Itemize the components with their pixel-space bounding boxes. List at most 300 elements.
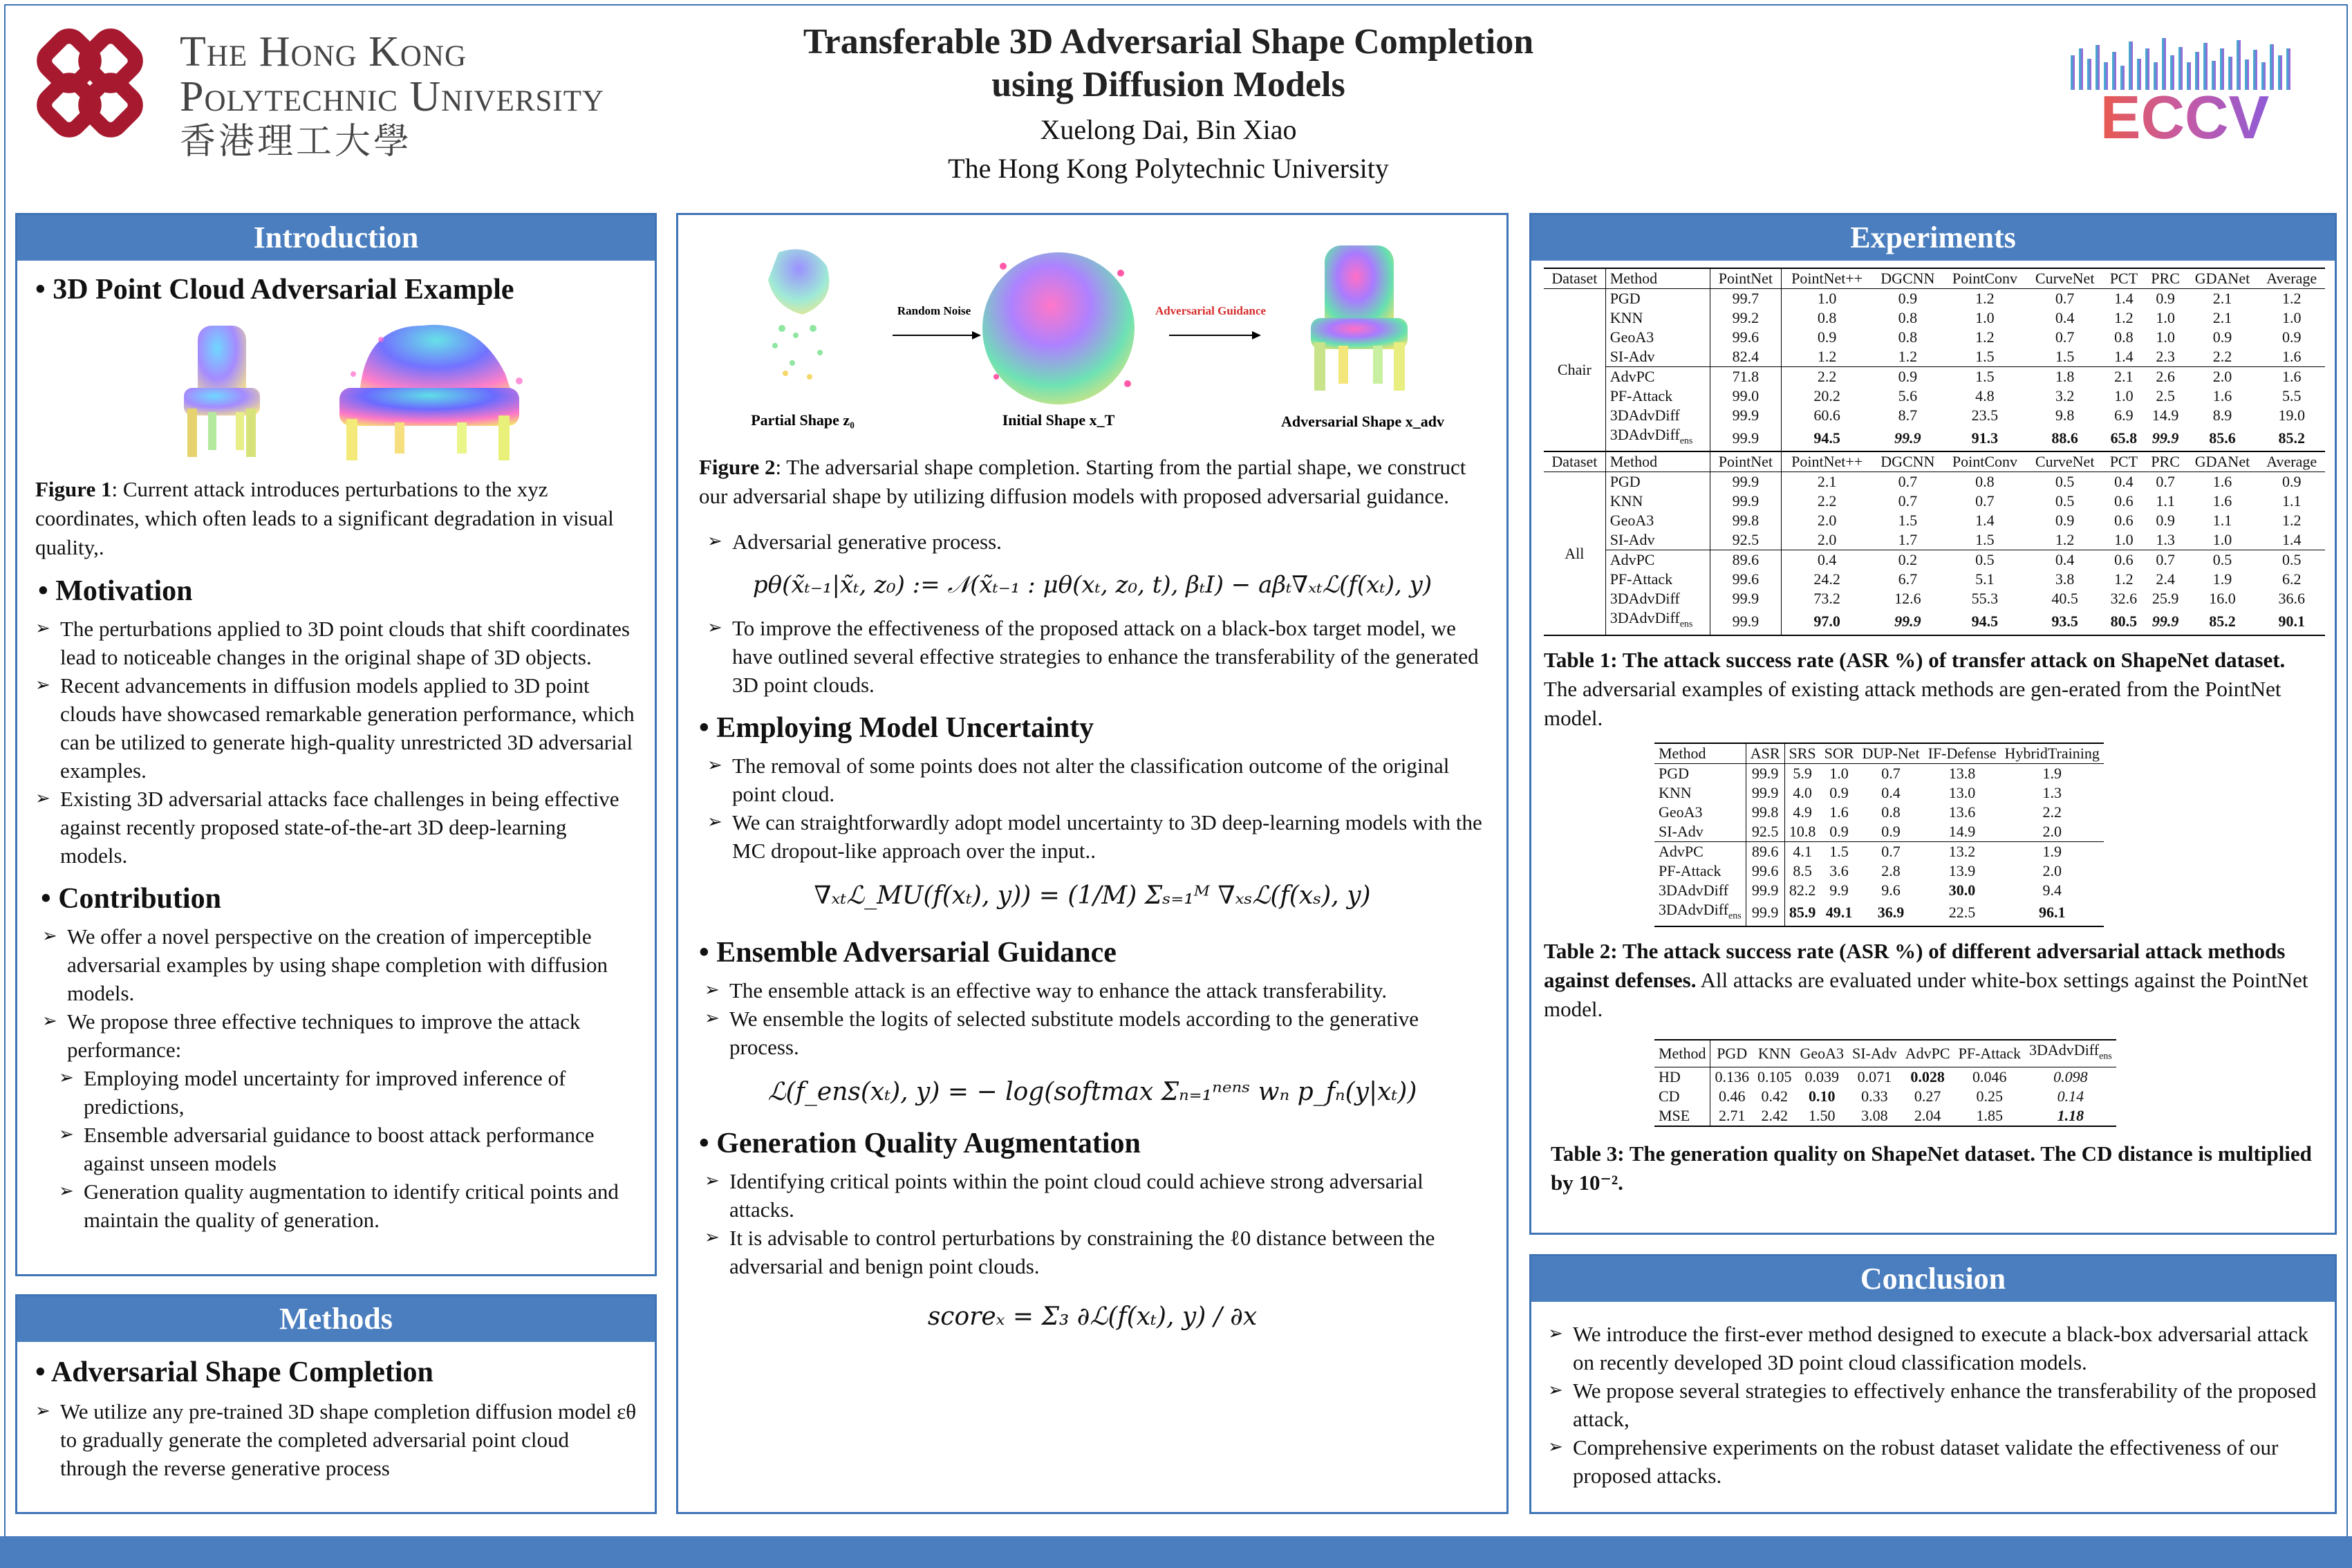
table-cell: 1.2 — [1898, 348, 1918, 365]
contribution-subitem: ➢ Ensemble adversarial guidance to boost attack performance against unseen models — [59, 1121, 637, 1177]
table-cell: 97.0 — [1782, 608, 1872, 635]
table-cell: 2.2 — [1782, 367, 1872, 387]
table-cell: 1.1 — [2156, 492, 2175, 510]
table-header-cell: HybridTraining — [2001, 743, 2104, 764]
table-cell: 99.9 — [2145, 425, 2187, 451]
table-header-cell: Dataset — [1544, 451, 1605, 472]
conclusion-item: ➢ Comprehensive experiments on the robust dataset validate the effectiveness of our proposed attacks. — [1548, 1433, 2318, 1490]
contribution-subitem: ➢ Employing model uncertainty for improved inference of predictions, — [59, 1064, 637, 1121]
affiliation: The Hong Kong Polytechnic University — [948, 153, 1389, 184]
table-header-cell: PRC — [2145, 268, 2187, 289]
table-cell: 1.2 — [1817, 348, 1837, 365]
table-header-cell: Method — [1654, 1040, 1710, 1067]
table-header-cell: DGCNN — [1872, 268, 1943, 289]
table-row — [1654, 900, 2104, 926]
intro-heading: Introduction — [17, 215, 655, 261]
table-row — [1544, 530, 2325, 550]
table-cell: 1.9 — [2212, 570, 2232, 588]
table-header-row — [1544, 268, 2325, 289]
emu-title: • Employing Model Uncertainty — [699, 712, 1094, 744]
table-cell: 99.9 — [1710, 492, 1782, 511]
table-header-cell: CurveNet — [2026, 451, 2103, 472]
table-cell: 89.6 — [1746, 841, 1784, 861]
table-cell: 1.2 — [2281, 512, 2302, 530]
table-cell: 0.4 — [1782, 550, 1872, 570]
table-cell: 13.9 — [1948, 861, 1976, 879]
table-cell: 19.0 — [2278, 407, 2305, 424]
partial-shape-label: Partial Shape z₀ — [751, 411, 855, 429]
table-cell: 1.0 — [2114, 387, 2134, 404]
experiments-panel — [1529, 213, 2337, 1235]
table-cell: 82.2 — [1789, 881, 1816, 899]
example-title: • 3D Point Cloud Adversarial Example — [35, 274, 514, 306]
table-cell: 0.8 — [1881, 803, 1901, 821]
table-cell: 4.8 — [1975, 387, 1995, 404]
table-cell: 5.5 — [2281, 387, 2302, 404]
table-cell: 2.0 — [2187, 367, 2259, 387]
table-cell: 30.0 — [1948, 881, 1976, 899]
table-cell: 1.0 — [2212, 531, 2232, 549]
table-cell: 0.7 — [1898, 473, 1918, 491]
table-header-cell: CurveNet — [2026, 268, 2103, 289]
table-cell: SI-Adv — [1654, 822, 1746, 842]
table-header-cell: KNN — [1753, 1040, 1796, 1067]
table3-caption-bold: : The generation quality on ShapeNet dataset. The CD distance is multiplied by 10⁻². — [1551, 1141, 2312, 1195]
table-cell: 2.1 — [2212, 290, 2232, 307]
experiments-heading: Experiments — [1531, 215, 2335, 261]
table-cell: 2.3 — [2156, 348, 2175, 365]
table-cell: 99.6 — [1746, 861, 1784, 881]
table-header-cell: SI-Adv — [1848, 1040, 1901, 1067]
table3-caption — [1544, 1139, 2322, 1197]
table-cell: 6.9 — [2114, 407, 2134, 424]
gqa-item: ➢ It is advisable to control perturbations by constraining the ℓ0 distance between the adversarial and benign point clouds. — [704, 1224, 1486, 1280]
table-row — [1544, 289, 2325, 309]
table-cell: AdvPC — [1605, 367, 1710, 387]
table-cell: 0.46 — [1718, 1087, 1746, 1105]
arrow-head-icon — [972, 331, 981, 339]
table-row — [1654, 783, 2104, 803]
motivation-item: ➢ Recent advancements in diffusion models applied to 3D point clouds have showcased remarkable generation performance, which can be utilized to generate high-quality unrestricted 3D adversarial examples. — [35, 671, 637, 785]
table-cell: PGD — [1605, 472, 1710, 492]
table-cell: KNN — [1654, 783, 1746, 803]
table-cell: 2.0 — [2042, 861, 2062, 879]
table-cell: 0.7 — [1975, 492, 1995, 510]
adversarial-chair-icon — [1311, 245, 1408, 391]
equation-2: ∇ₓₜℒ_MU(f(xₜ), y)) = (1/M) Σₛ₌₁ᴹ ∇ₓₛℒ(f(xₛ), y) — [814, 881, 1371, 910]
table-cell: 0.9 — [2055, 512, 2075, 530]
table-cell: 90.1 — [2258, 608, 2325, 635]
table-cell: 0.8 — [1898, 328, 1918, 346]
table-cell: PF-Attack — [1605, 570, 1710, 589]
table-cell: 0.6 — [2114, 492, 2134, 510]
arrow-head-icon — [1252, 331, 1261, 339]
contribution-item: ➢ We propose three effective techniques to improve the attack performance: — [42, 1007, 637, 1064]
table2-label: Table 2 — [1544, 939, 1611, 964]
table-cell: 0.7 — [2156, 473, 2175, 491]
table-cell: AdvPC — [1605, 550, 1710, 570]
table-cell: 94.5 — [1782, 425, 1872, 451]
table-cell: SI-Adv — [1605, 530, 1710, 550]
motivation-title: • Motivation — [38, 575, 193, 607]
table-cell: 0.42 — [1761, 1087, 1788, 1105]
table-cell: 1.2 — [2281, 290, 2302, 307]
table-cell: 0.10 — [1808, 1087, 1836, 1105]
table-cell: 99.0 — [1710, 386, 1782, 406]
table-cell: 0.071 — [1857, 1067, 1892, 1085]
table-cell: PGD — [1654, 763, 1746, 783]
table-row — [1654, 841, 2104, 861]
table-cell: 1.6 — [2258, 367, 2325, 387]
table-row — [1544, 550, 2325, 570]
conclusion-item: ➢ We propose several strategies to effectively enhance the transferability of the proposed attack, — [1548, 1376, 2318, 1433]
table-header-cell: 3DAdvDiff$_{ens}$ — [2025, 1040, 2116, 1067]
table-cell: 0.098 — [2053, 1067, 2088, 1085]
contribution-subitem: ➢ Generation quality augmentation to identify critical points and maintain the quality of generation. — [59, 1177, 637, 1234]
table-header-cell: ASR — [1746, 743, 1784, 764]
eag-item: ➢ The ensemble attack is an effective way to enhance the attack transferability. — [704, 976, 1486, 1005]
table-cell: 0.9 — [1829, 783, 1849, 801]
table-cell: 2.2 — [1817, 492, 1837, 510]
figure1-label: Figure 1 — [35, 477, 112, 501]
table-cell: 0.5 — [2258, 550, 2325, 570]
table-cell: 96.1 — [2001, 900, 2104, 926]
adversarial-guidance-label: Adversarial Guidance — [1155, 304, 1267, 317]
methods-mid-panel — [676, 213, 1509, 1514]
poster-title-line1: Transferable 3D Adversarial Shape Completion — [803, 22, 1534, 62]
table-row — [1654, 763, 2104, 783]
table-cell: 99.6 — [1710, 570, 1782, 589]
table-cell: 99.7 — [1710, 289, 1782, 309]
table-cell: 0.046 — [1972, 1067, 2007, 1085]
table3-label: Table 3 — [1551, 1141, 1618, 1166]
table-cell: 1.4 — [2114, 348, 2134, 365]
polyu-name-chinese: 香港理工大學 — [180, 121, 413, 162]
table1-caption-bold: : The attack success rate (ASR %) of transfer attack on ShapeNet dataset. — [1610, 647, 2286, 672]
table-cell: 9.4 — [2042, 881, 2062, 899]
table-cell: 0.136 — [1715, 1067, 1749, 1085]
table1-label: Table 1 — [1544, 647, 1611, 672]
table-cell: 16.0 — [2209, 590, 2236, 608]
table-cell: 99.9 — [1710, 589, 1782, 608]
contribution-item: ➢ We offer a novel perspective on the creation of imperceptible adversarial examples by using shape completion with diffusion models. — [42, 922, 637, 1007]
table-cell: 93.5 — [2026, 608, 2103, 635]
table-cell: 1.0 — [2114, 531, 2134, 549]
table-cell: 2.6 — [2145, 367, 2187, 387]
table-header-cell: Method — [1654, 743, 1746, 764]
table-cell: 0.8 — [1817, 309, 1837, 326]
table-row — [1544, 492, 2325, 511]
table-header-cell: Method — [1605, 451, 1710, 472]
initial-shape-label: Initial Shape x_T — [1002, 411, 1115, 429]
table-cell: 99.2 — [1710, 308, 1782, 328]
table-cell: 88.6 — [2026, 425, 2103, 451]
table-cell: 0.14 — [2057, 1087, 2084, 1105]
polyu-logo — [21, 28, 678, 166]
table-cell: 49.1 — [1820, 900, 1858, 926]
polyu-wordmark — [180, 28, 604, 166]
table-cell: 1.7 — [1898, 531, 1918, 549]
table-cell: 3DAdvDiff$_{ens}$ — [1605, 425, 1710, 451]
table-cell: 0.9 — [2212, 328, 2232, 346]
table-cell: 99.9 — [1710, 472, 1782, 492]
gqa-title: • Generation Quality Augmentation — [699, 1128, 1141, 1159]
table-header-cell: SOR — [1820, 743, 1858, 764]
equation-4: scoreₓ = Σ₃ ∂ℒ(f(xₜ), y) / ∂x — [927, 1303, 1258, 1331]
gqa-list — [704, 1167, 1486, 1280]
table-cell: 0.9 — [1881, 822, 1901, 840]
table-cell: 1.0 — [1975, 309, 1995, 326]
table-cell: 10.8 — [1789, 822, 1816, 840]
table-cell: 0.7 — [2055, 328, 2075, 346]
table-cell: 3.6 — [1829, 861, 1849, 879]
table-cell: 80.5 — [2103, 608, 2145, 635]
figure1-caption — [35, 475, 637, 562]
table-cell: 89.6 — [1710, 550, 1782, 570]
table-header-cell: SRS — [1784, 743, 1820, 764]
table-cell: 0.5 — [2055, 473, 2075, 491]
methods-left-panel — [15, 1294, 657, 1514]
table-cell: 99.9 — [1746, 900, 1784, 926]
emu-item: ➢ We can straightforwardly adopt model uncertainty to 3D deep-learning models with the MC dropout-like approach over the input.. — [707, 808, 1486, 865]
table-cell: 13.6 — [1948, 803, 1976, 821]
table-cell: 2.2 — [2212, 348, 2232, 365]
table-row — [1544, 425, 2325, 451]
table-cell: 0.4 — [2026, 550, 2103, 570]
table-header-cell: PointNet — [1710, 268, 1782, 289]
table-cell: 14.9 — [2152, 407, 2179, 424]
gqa-item: ➢ Identifying critical points within the point cloud could achieve strong adversarial attacks. — [704, 1167, 1486, 1224]
table-cell: 8.5 — [1793, 861, 1812, 879]
table-header-cell: GDANet — [2187, 268, 2259, 289]
conclusion-panel — [1529, 1254, 2337, 1514]
table-row — [1544, 589, 2325, 608]
table-cell: 6.2 — [2281, 570, 2302, 588]
table-header-cell: PointConv — [1943, 268, 2027, 289]
table-cell: 1.6 — [2212, 473, 2232, 491]
table-cell: 1.5 — [2055, 348, 2075, 365]
table-cell: 2.0 — [2042, 822, 2062, 840]
table-cell: 13.8 — [1948, 764, 1976, 782]
table-cell: 0.8 — [2114, 328, 2134, 346]
eccv-logo-icon — [2064, 28, 2306, 152]
table-cell: PF-Attack — [1605, 386, 1710, 406]
table-cell: 3DAdvDiff$_{ens}$ — [1654, 900, 1746, 926]
table-header-cell: PointNet — [1710, 451, 1782, 472]
table-cell: 1.4 — [2114, 290, 2134, 307]
conclusion-list — [1531, 1302, 2335, 1490]
table-cell: 12.6 — [1894, 590, 1921, 608]
table-cell: 85.2 — [2258, 425, 2325, 451]
poster-title-line2: using Diffusion Models — [991, 65, 1345, 104]
table-cell: 3.2 — [2055, 387, 2075, 404]
table-cell: 99.8 — [1710, 511, 1782, 530]
table-cell: 1.18 — [2025, 1106, 2116, 1126]
table-header-cell: PRC — [2145, 451, 2187, 472]
table-cell: All — [1544, 472, 1605, 635]
table-cell: 2.42 — [1753, 1106, 1796, 1126]
table-header-cell: PCT — [2103, 268, 2145, 289]
table-cell: 1.9 — [2042, 764, 2062, 782]
table-cell: 40.5 — [2051, 590, 2078, 608]
table-row — [1654, 803, 2104, 822]
table-cell: 0.7 — [2145, 550, 2187, 570]
table-row — [1654, 1067, 2116, 1087]
table-cell: 0.5 — [2187, 550, 2259, 570]
table-cell: 92.5 — [1746, 822, 1784, 842]
table-cell: 1.6 — [2212, 387, 2232, 404]
table-cell: 0.7 — [1858, 841, 1923, 861]
table1-caption-rest: The adversarial examples of existing attack methods are gen-erated from the PointNet model. — [1544, 676, 2281, 730]
table-cell: 3DAdvDiff — [1605, 406, 1710, 425]
table2-caption-bold: : The attack success rate (ASR %) of different adversarial attack methods against defenses. — [1544, 939, 2286, 993]
table-cell: 0.105 — [1757, 1067, 1792, 1085]
table-cell: 0.9 — [1872, 367, 1943, 387]
eccv-wordmark: ECCV — [2100, 83, 2270, 151]
polyu-name-line2: Polytechnic University — [180, 73, 605, 120]
table-cell: 5.9 — [1793, 764, 1812, 782]
table-cell: CD — [1654, 1087, 1710, 1106]
table-header-cell: DUP-Net — [1858, 743, 1923, 764]
table-cell: 2.5 — [2156, 387, 2175, 404]
table-cell: 1.2 — [2114, 570, 2134, 588]
agp-text: ➢ To improve the effectiveness of the proposed attack on a black-box target model, we have outlined several effective strategies to enhance the transferability of the generated 3D point clouds. — [707, 614, 1486, 699]
table-cell: 9.9 — [1829, 881, 1849, 899]
figure2-label: Figure 2 — [699, 455, 776, 479]
table-cell: Chair — [1544, 289, 1605, 452]
table-cell: 0.6 — [2114, 512, 2134, 530]
table-cell: 1.0 — [1829, 764, 1849, 782]
table-cell: 0.028 — [1910, 1067, 1945, 1085]
table-row — [1544, 472, 2325, 492]
table-header-row — [1544, 451, 2325, 472]
table2-caption — [1544, 937, 2322, 1024]
table-header-cell: IF-Defense — [1924, 743, 2001, 764]
table-row — [1544, 511, 2325, 530]
table-cell: 73.2 — [1813, 590, 1840, 608]
table-cell: 20.2 — [1813, 387, 1840, 404]
table-cell: 36.9 — [1858, 900, 1923, 926]
table-cell: 24.2 — [1813, 570, 1840, 588]
table-cell: 99.9 — [1710, 425, 1782, 451]
table-cell: 13.2 — [1924, 841, 2001, 861]
random-noise-label: Random Noise — [897, 304, 971, 317]
table-cell: 2.2 — [2042, 803, 2062, 821]
table-cell: 1.50 — [1795, 1106, 1848, 1126]
table-cell: 4.0 — [1793, 783, 1812, 801]
table-cell: 3DAdvDiff — [1654, 881, 1746, 900]
asc-title: • Adversarial Shape Completion — [35, 1356, 433, 1388]
table-cell: 3.8 — [2055, 570, 2075, 588]
table-header-cell: PointConv — [1943, 451, 2027, 472]
table-cell: HD — [1654, 1067, 1710, 1087]
table-cell: 2.1 — [2103, 367, 2145, 387]
table-cell: 0.9 — [1817, 328, 1837, 346]
table-cell: 0.4 — [2055, 309, 2075, 326]
table-cell: 0.2 — [1872, 550, 1943, 570]
table-row — [1654, 861, 2104, 881]
agp-item: ➢ Adversarial generative process. — [707, 528, 1486, 556]
table-cell: 3.08 — [1848, 1106, 1901, 1126]
table-row — [1654, 1087, 2116, 1106]
table-cell: 0.9 — [2156, 290, 2175, 307]
table-cell: 3DAdvDiff — [1605, 589, 1710, 608]
table-cell: 36.6 — [2278, 590, 2305, 608]
table-cell: 5.1 — [1975, 570, 1995, 588]
table-cell: 2.1 — [2212, 309, 2232, 326]
table-row — [1544, 608, 2325, 635]
table-cell: 65.8 — [2103, 425, 2145, 451]
table-cell: GeoA3 — [1605, 328, 1710, 347]
table-cell: 1.6 — [2212, 492, 2232, 510]
initial-shape-icon — [982, 252, 1135, 404]
figure1-image — [35, 312, 644, 471]
table-cell: 0.7 — [2055, 290, 2075, 307]
table-cell: 82.4 — [1710, 347, 1782, 367]
table-cell: 55.3 — [1971, 590, 1999, 608]
table-cell: PF-Attack — [1654, 861, 1746, 881]
table-cell: 1.5 — [1975, 531, 1995, 549]
motivation-item: ➢ The perturbations applied to 3D point clouds that shift coordinates lead to noticeable changes in the original shape of 3D objects. — [35, 615, 637, 671]
table-row — [1544, 570, 2325, 589]
table-cell: 1.6 — [2281, 348, 2302, 365]
table-cell: 85.9 — [1784, 900, 1820, 926]
table-cell: 2.1 — [1817, 473, 1837, 491]
polyu-name-line1: The Hong Kong — [180, 28, 467, 75]
table-cell: 1.0 — [1817, 290, 1837, 307]
table-header-row — [1654, 743, 2104, 764]
table-cell: 0.9 — [2281, 328, 2302, 346]
table-header-cell: DGCNN — [1872, 451, 1943, 472]
table-cell: 99.8 — [1746, 803, 1784, 822]
eccv-logo — [2064, 28, 2306, 152]
eag-title: • Ensemble Adversarial Guidance — [699, 937, 1117, 969]
table-cell: 8.7 — [1898, 407, 1918, 424]
table-cell: 99.6 — [1710, 328, 1782, 347]
table-cell: 1.8 — [2026, 367, 2103, 387]
table-cell: 0.25 — [1976, 1087, 2004, 1105]
motivation-list — [35, 615, 637, 870]
table-cell: 9.6 — [1881, 881, 1901, 899]
table-row — [1544, 386, 2325, 406]
table-cell: 2.04 — [1901, 1106, 1954, 1126]
table-cell: 2.0 — [1817, 531, 1837, 549]
contribution-title: • Contribution — [41, 883, 221, 915]
table-cell: 0.5 — [1943, 550, 2027, 570]
table-cell: 1.2 — [1975, 290, 1995, 307]
table-cell: 1.1 — [2212, 512, 2232, 530]
contribution-list — [42, 922, 637, 1234]
table-header-cell: GDANet — [2187, 451, 2259, 472]
emu-list — [707, 752, 1486, 865]
eag-item: ➢ We ensemble the logits of selected substitute models according to the generative process. — [704, 1005, 1486, 1061]
table-cell: 71.8 — [1710, 367, 1782, 387]
methods-heading: Methods — [17, 1296, 655, 1342]
table-cell: 0.8 — [1975, 473, 1995, 491]
figure1-text: : Current attack introduces perturbations to the xyz coordinates, which often leads to a significant degradation in visual quality,. — [35, 477, 614, 559]
figure2-text: : The adversarial shape completion. Starting from the partial shape, we construct our adversarial shape by utilizing diffusion models with proposed adversarial guidance. — [699, 455, 1466, 508]
equation-1: pθ(x̃ₜ₋₁|x̃ₜ, z₀) := 𝒩(x̃ₜ₋₁ : μθ(xₜ, z₀, t), βₜI) − aβₜ∇ₓₜℒ(f(xₜ), y) — [752, 571, 1432, 599]
table-row — [1544, 347, 2325, 367]
table-cell: 0.5 — [2055, 492, 2075, 510]
table-row — [1544, 406, 2325, 425]
table-header-cell: Average — [2258, 268, 2325, 289]
table-cell: 14.9 — [1948, 822, 1976, 840]
table-row — [1654, 1106, 2116, 1126]
table-cell: 22.5 — [1924, 900, 2001, 926]
motivation-item: ➢ Existing 3D adversarial attacks face challenges in being effective against recently proposed state-of-the-art 3D deep-learning models. — [35, 785, 637, 870]
table-header-cell: PF-Attack — [1954, 1040, 2025, 1067]
